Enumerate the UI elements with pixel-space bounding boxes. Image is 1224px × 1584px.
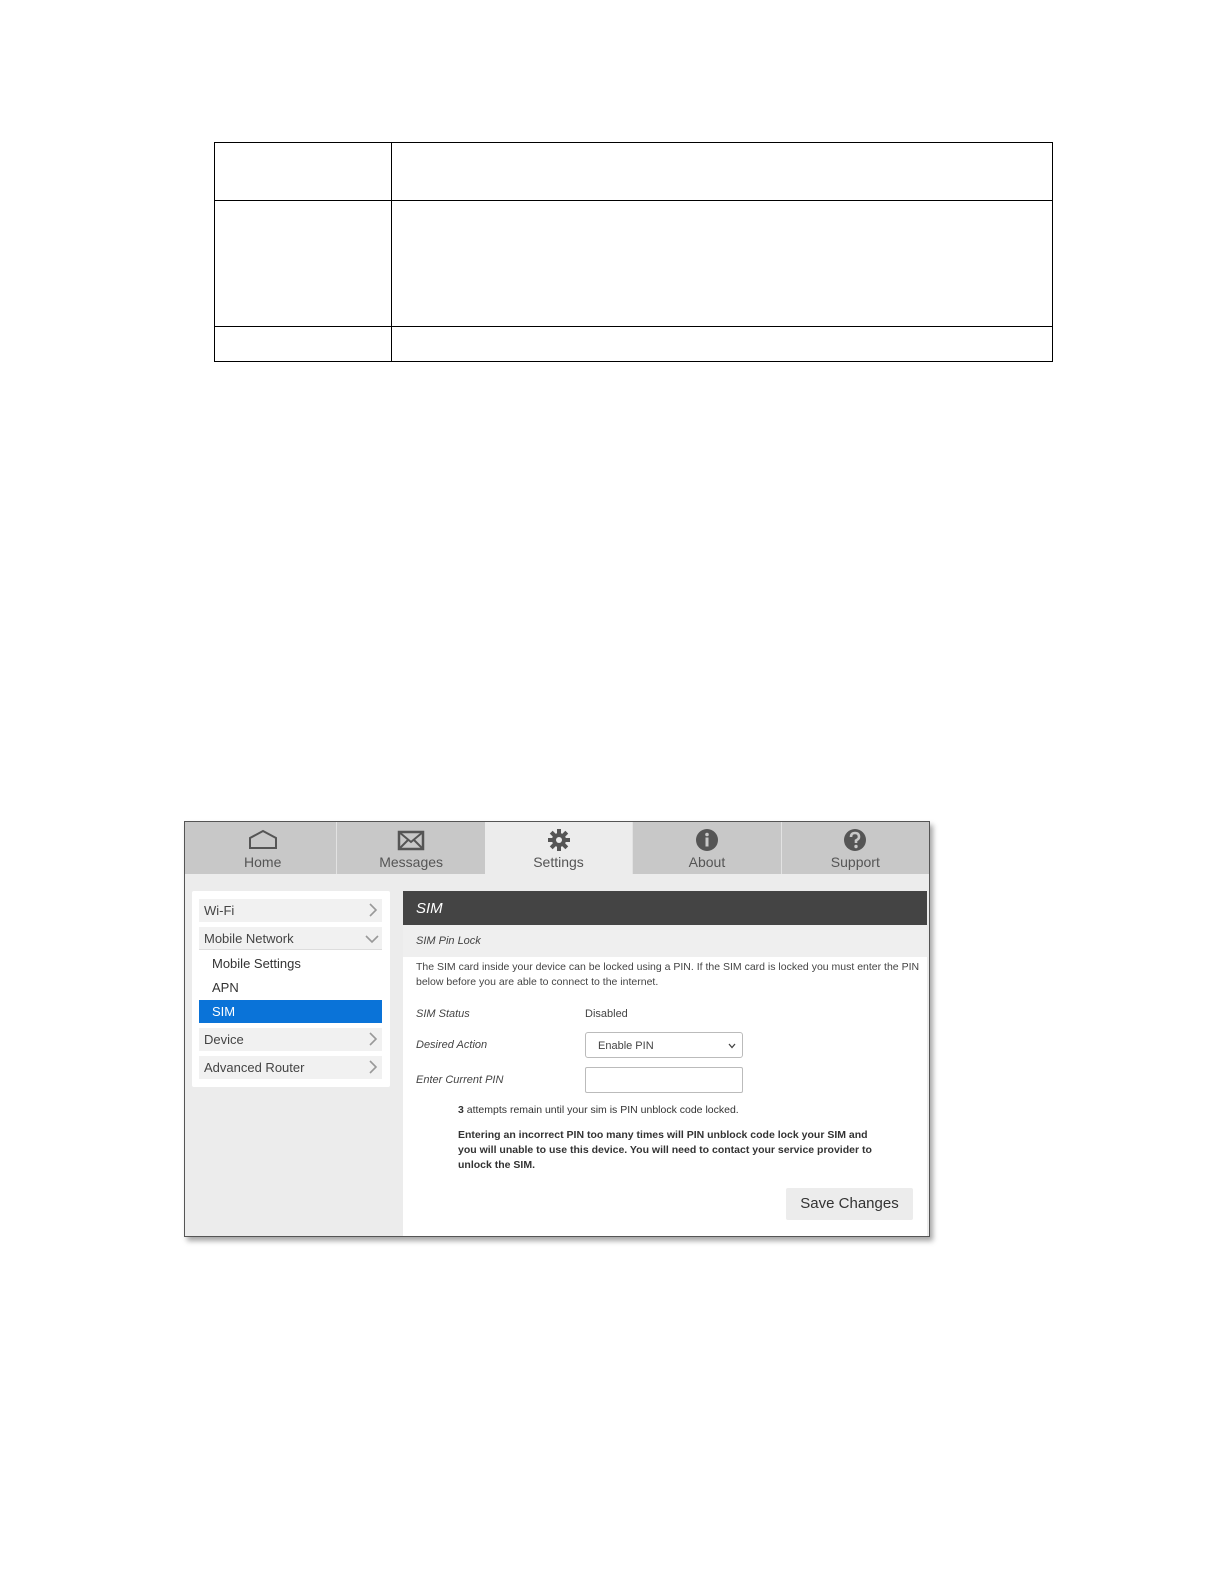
sidebar-item-wifi[interactable] [199,899,382,922]
document-table [214,142,1053,362]
tab-messages[interactable] [336,822,484,874]
tab-label: Home [244,854,282,870]
table-cell [215,327,392,362]
table-cell [392,327,1053,362]
top-nav-tabs [185,822,929,874]
tab-support[interactable] [781,822,929,874]
table-row [215,327,1053,362]
chevron-down-icon [365,934,379,944]
desired-action-selected: Enable PIN [598,1040,654,1052]
table-cell [215,201,392,327]
current-pin-label: Enter Current PIN [416,1074,504,1086]
table-row [215,201,1053,327]
info-icon [691,828,723,852]
section-title: SIM Pin Lock [403,925,927,957]
chevron-down-icon [728,1042,736,1050]
desired-action-select[interactable] [585,1032,743,1058]
sidebar-item-mobile-settings[interactable] [199,952,382,975]
router-settings-screenshot [184,821,930,1237]
table-cell [215,143,392,201]
save-changes-button[interactable]: Save Changes [786,1188,913,1220]
chevron-right-icon [368,1032,378,1046]
table-row [215,143,1053,201]
sim-description: The SIM card inside your device can be locked using a PIN. If the SIM card is locked you must enter the PIN below before you are able to connect to the internet. [416,961,920,988]
chevron-right-icon [368,1060,378,1074]
settings-sidebar [192,891,390,1087]
current-pin-input[interactable] [585,1067,743,1093]
envelope-icon [395,828,427,852]
sidebar-item-apn[interactable] [199,976,382,999]
tab-about[interactable] [632,822,780,874]
sidebar-item-device[interactable] [199,1028,382,1051]
tab-home[interactable] [189,822,336,874]
attempts-text: attempts remain until your sim is PIN unblock code locked. [463,1104,739,1116]
tab-settings[interactable] [485,822,632,874]
sidebar-item-sim[interactable] [199,1000,382,1023]
tab-label: About [688,854,726,870]
sidebar-item-label: Wi-Fi [204,903,235,918]
desired-action-label: Desired Action [416,1039,488,1051]
home-icon [247,828,279,852]
attempts-remaining-note [458,1104,739,1116]
sidebar-subitem-label: SIM [212,1004,236,1019]
sidebar-item-advanced-router[interactable] [199,1056,382,1079]
table-cell [392,201,1053,327]
gear-icon [543,828,575,852]
tab-label: Support [830,854,880,870]
pin-warning: Entering an incorrect PIN too many times will PIN unblock code lock your SIM and you will unable to use this device. You will need to contact your service provider to unlock the SIM. [458,1129,872,1171]
sidebar-item-label: Advanced Router [204,1060,305,1075]
table-cell [392,143,1053,201]
tab-label: Messages [379,854,444,870]
help-icon [839,828,871,852]
attempts-count: 3 [458,1104,464,1116]
chevron-right-icon [368,903,378,917]
sidebar-item-label: Device [204,1032,244,1047]
page-title: SIM [403,891,927,925]
sim-settings-panel [403,891,927,1236]
sidebar-subitem-label: APN [212,980,239,995]
sidebar-item-mobile-network[interactable] [199,927,382,950]
sim-status-label: SIM Status [416,1008,470,1020]
sidebar-item-label: Mobile Network [204,931,294,946]
sim-status-value: Disabled [585,1008,628,1020]
tab-label: Settings [533,854,584,870]
sidebar-subitem-label: Mobile Settings [212,956,301,971]
